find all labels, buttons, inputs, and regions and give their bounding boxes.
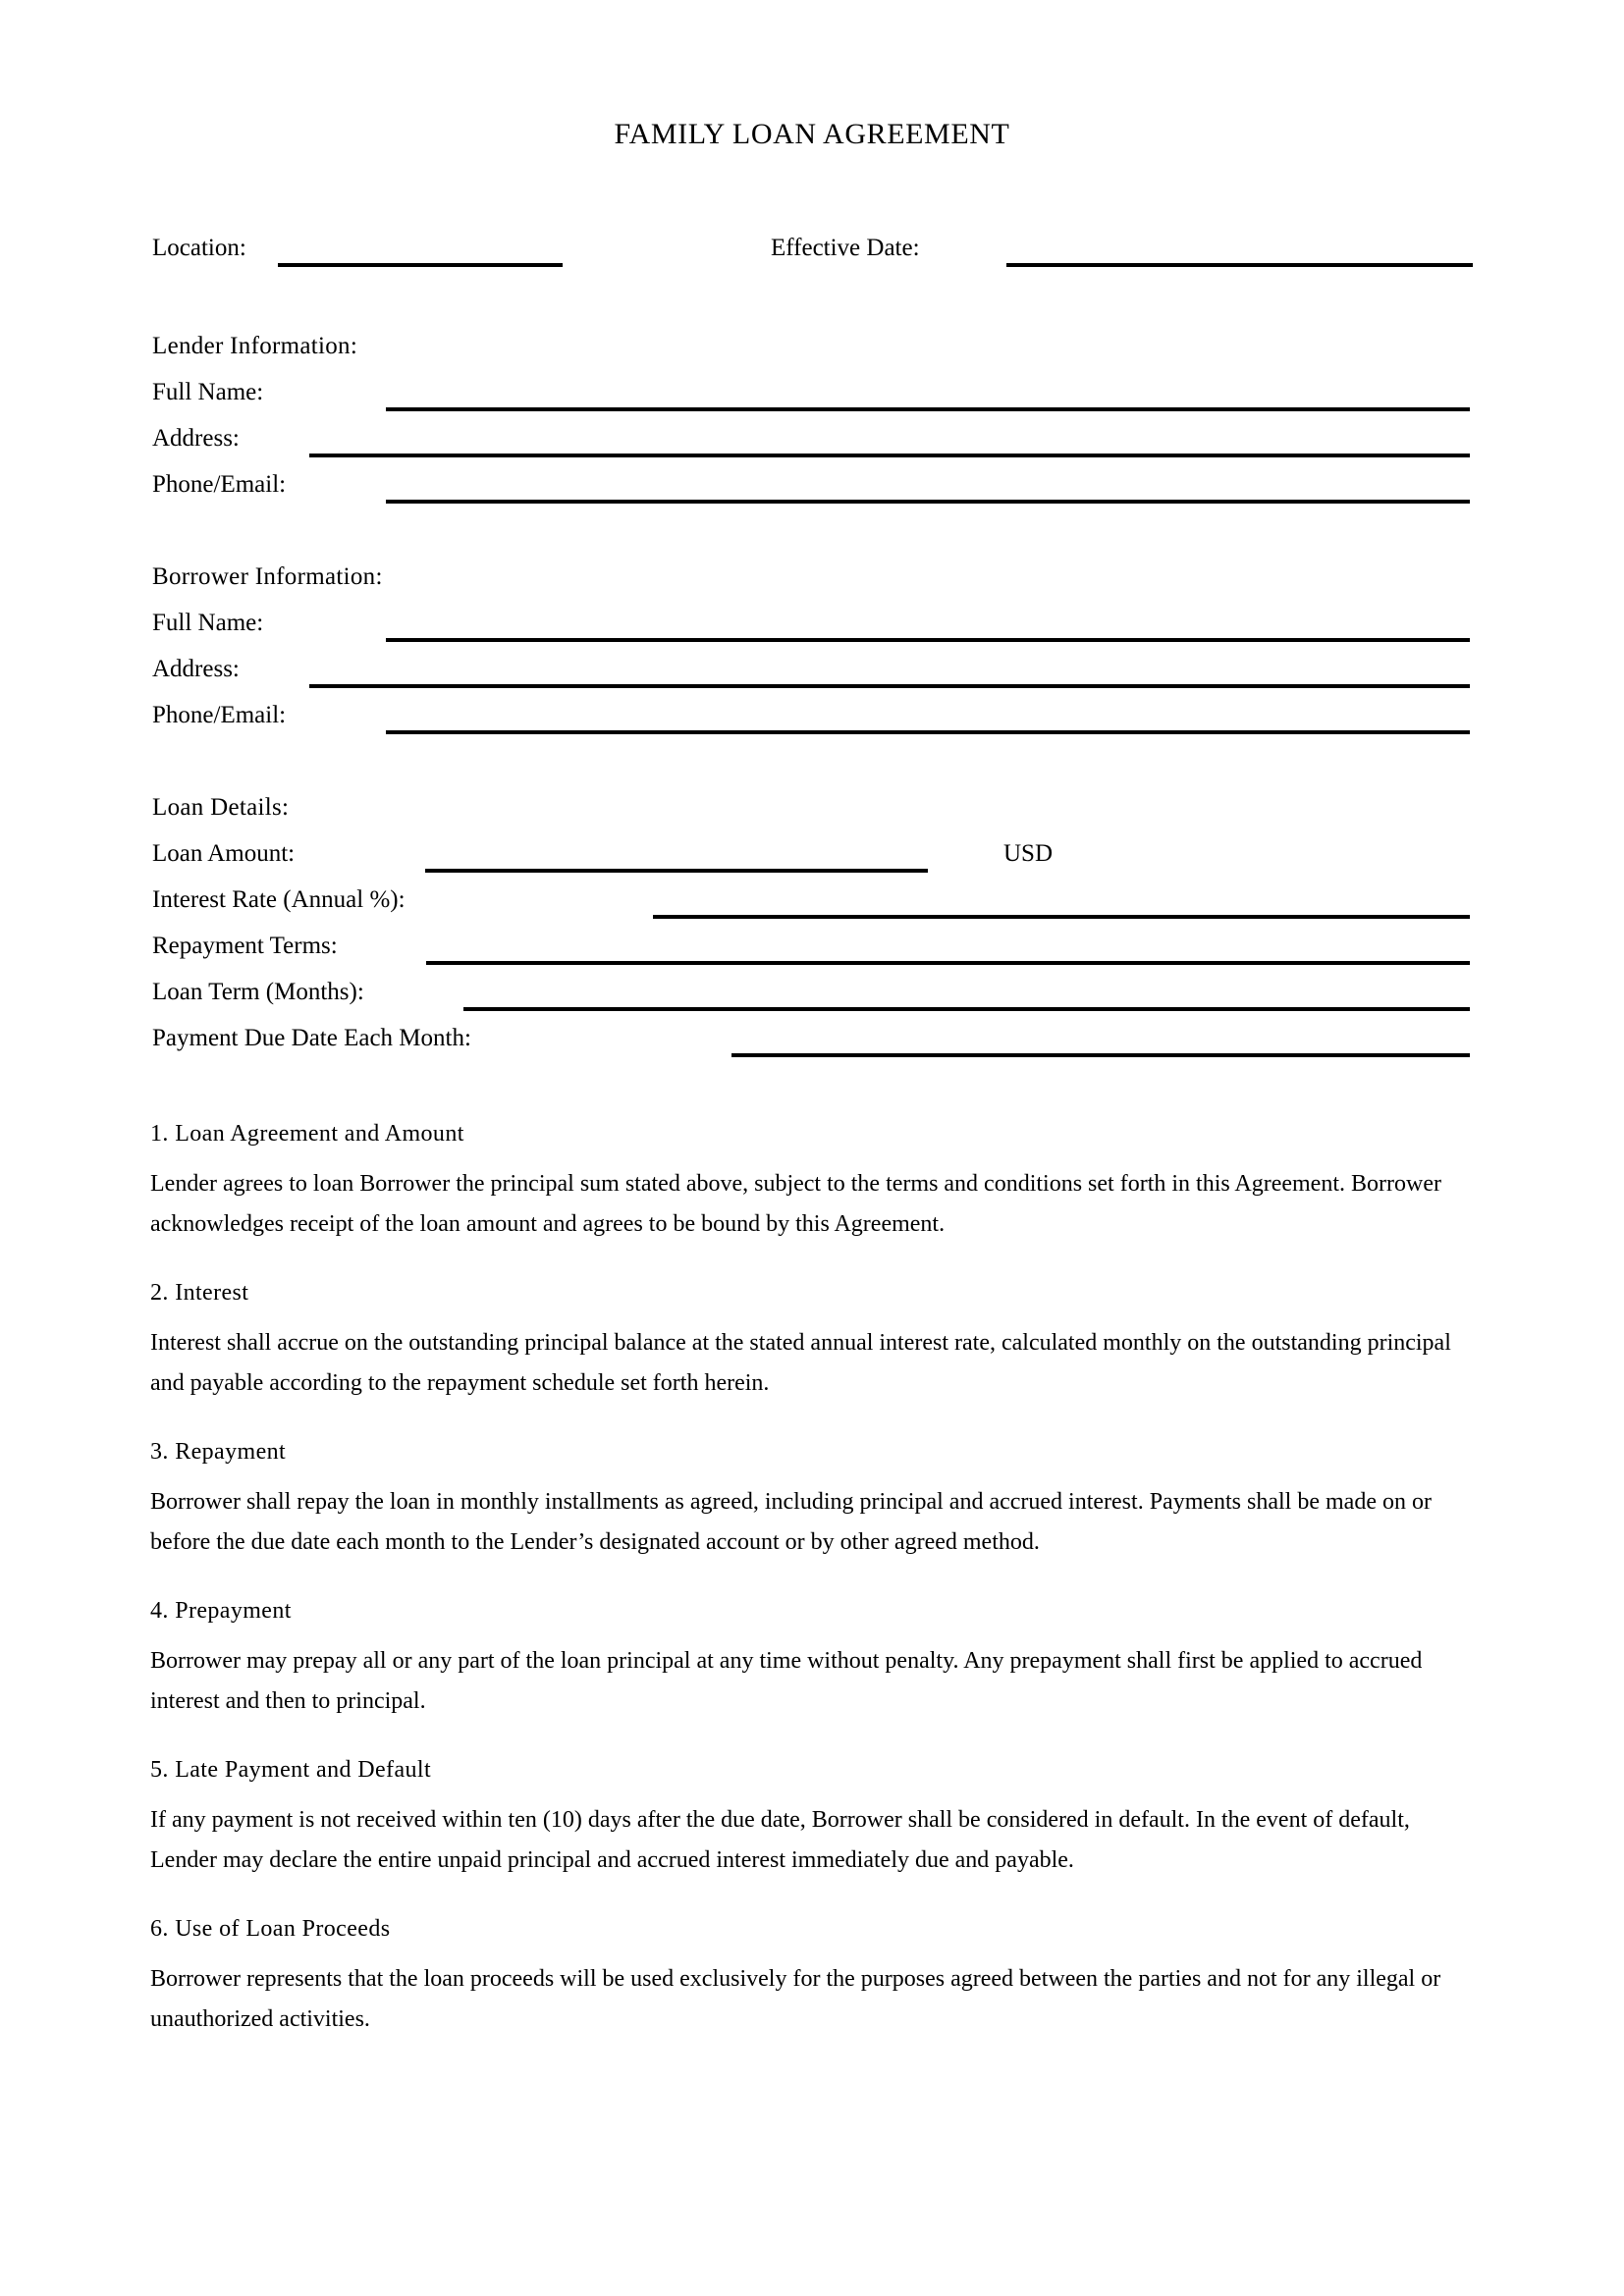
- effective-date-label: Effective Date:: [771, 235, 920, 261]
- clause-5-body: If any payment is not received within ten (10) days after the due date, Borrower shall be considered in default. In the event of default, Lender may declare the entire unpaid principal and accrued interest immediately due and payable.: [150, 1807, 1410, 1873]
- clause-4-body: Borrower may prepay all or any part of the loan principal at any time without penalty. Any prepayment shall first be applied to accrued interest and then to principal.: [150, 1648, 1423, 1714]
- loan-amount-label: Loan Amount:: [152, 840, 296, 867]
- borrower-full-name-input-rule[interactable]: [386, 638, 1470, 642]
- clause-3: [150, 1437, 1474, 1563]
- clause-6: [150, 1914, 1474, 2040]
- page-title: FAMILY LOAN AGREEMENT: [614, 118, 1010, 150]
- borrower-address-input-rule[interactable]: [309, 684, 1470, 688]
- header-field-row: [152, 234, 1488, 267]
- lender-phone-email-row: [152, 470, 1488, 504]
- lender-address-label: Address:: [152, 425, 240, 452]
- loan-amount-row: [152, 839, 1488, 873]
- lender-address-input-rule[interactable]: [309, 454, 1470, 457]
- borrower-phone-email-row: [152, 701, 1488, 734]
- loan-details-section-heading: Loan Details:: [152, 794, 290, 821]
- repayment-terms-input-rule[interactable]: [426, 961, 1470, 965]
- clause-2-body: Interest shall accrue on the outstanding principal balance at the stated annual interest rate, calculated monthly on the outstanding principal and payable according to the repayment schedule set forth herein.: [150, 1330, 1451, 1396]
- payment-due-date-label: Payment Due Date Each Month:: [152, 1025, 471, 1051]
- lender-section-heading: Lender Information:: [152, 333, 358, 359]
- clauses-container: [150, 1119, 1474, 2040]
- lender-full-name-input-rule[interactable]: [386, 407, 1470, 411]
- borrower-phone-email-input-rule[interactable]: [386, 730, 1470, 734]
- payment-due-date-input-rule[interactable]: [731, 1053, 1470, 1057]
- loan-amount-currency-label: USD: [1003, 840, 1054, 867]
- clause-1: [150, 1119, 1474, 1245]
- clause-5-title: 5. Late Payment and Default: [150, 1757, 432, 1783]
- location-label: Location:: [152, 235, 246, 261]
- clause-5: [150, 1755, 1474, 1881]
- borrower-address-row: [152, 655, 1488, 688]
- clause-6-body: Borrower represents that the loan proceeds will be used exclusively for the purposes agreed between the parties and not for any illegal or unauthorized activities.: [150, 1966, 1441, 2032]
- loan-term-row: [152, 978, 1488, 1011]
- borrower-full-name-row: [152, 609, 1488, 642]
- loan-amount-input-rule[interactable]: [425, 869, 928, 873]
- repayment-terms-row: [152, 932, 1488, 965]
- lender-phone-email-label: Phone/Email:: [152, 471, 287, 498]
- clause-4: [150, 1596, 1474, 1722]
- clause-2: [150, 1278, 1474, 1404]
- borrower-phone-email-label: Phone/Email:: [152, 702, 287, 728]
- lender-phone-email-input-rule[interactable]: [386, 500, 1470, 504]
- borrower-full-name-label: Full Name:: [152, 610, 264, 636]
- clause-1-title: 1. Loan Agreement and Amount: [150, 1121, 464, 1147]
- interest-rate-label: Interest Rate (Annual %):: [152, 886, 406, 913]
- clause-4-title: 4. Prepayment: [150, 1598, 292, 1624]
- clause-6-title: 6. Use of Loan Proceeds: [150, 1916, 391, 1942]
- interest-rate-row: [152, 885, 1488, 919]
- location-input-rule[interactable]: [278, 263, 563, 267]
- lender-address-row: [152, 424, 1488, 457]
- clause-3-body: Borrower shall repay the loan in monthly installments as agreed, including principal and accrued interest. Payments shall be made on or before the due date each month to the Lender’s designated account or by other agreed method.: [150, 1489, 1432, 1555]
- repayment-terms-label: Repayment Terms:: [152, 933, 338, 959]
- borrower-section-heading: Borrower Information:: [152, 563, 383, 590]
- payment-due-date-row: [152, 1024, 1488, 1057]
- loan-term-input-rule[interactable]: [463, 1007, 1470, 1011]
- clause-2-title: 2. Interest: [150, 1280, 249, 1306]
- clause-1-body: Lender agrees to loan Borrower the principal sum stated above, subject to the terms and conditions set forth in this Agreement. Borrower acknowledges receipt of the loan amount and agrees to be bound by this Agreement.: [150, 1171, 1441, 1237]
- lender-full-name-label: Full Name:: [152, 379, 264, 405]
- borrower-address-label: Address:: [152, 656, 240, 682]
- interest-rate-input-rule[interactable]: [653, 915, 1470, 919]
- effective-date-input-rule[interactable]: [1006, 263, 1473, 267]
- loan-term-label: Loan Term (Months):: [152, 979, 364, 1005]
- clause-3-title: 3. Repayment: [150, 1439, 287, 1465]
- lender-full-name-row: [152, 378, 1488, 411]
